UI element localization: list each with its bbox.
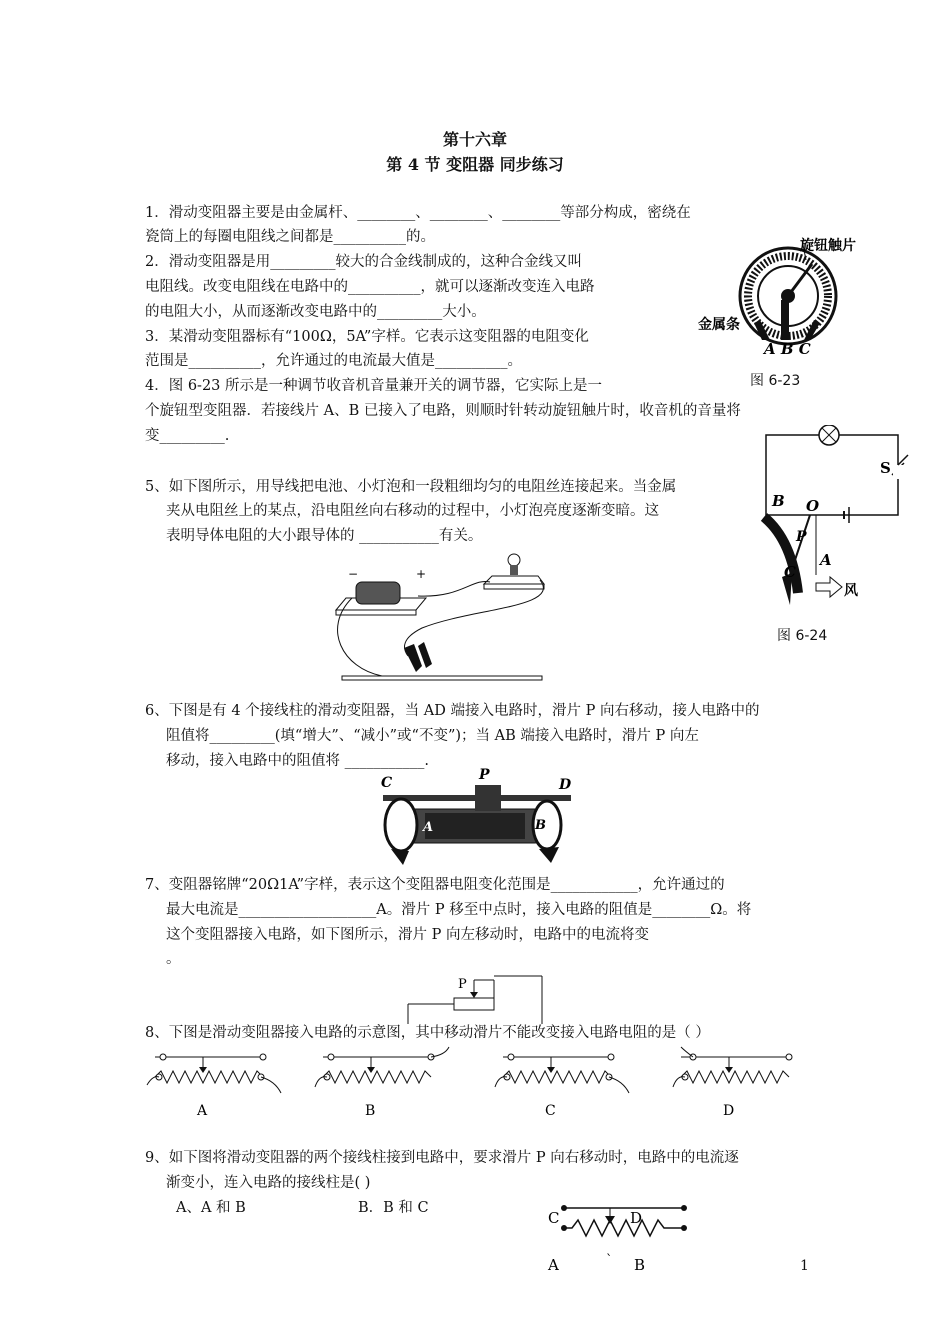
- figure-6-24-wind-circuit: [752, 425, 910, 615]
- rheostat-label-b: B: [535, 818, 546, 833]
- rheostat-label-p: P: [479, 767, 490, 783]
- chapter-title: 第十六章: [442, 130, 507, 149]
- q9-choice-b: B．B 和 C: [358, 1200, 429, 1216]
- q4-line1: 4．图 6-23 所示是一种调节收音机音量兼开关的调节器，它实际上是一: [145, 378, 603, 394]
- q8-option-a-label: A: [197, 1103, 208, 1119]
- q8-options-figure: [145, 1045, 805, 1120]
- q1-line1: 1．滑动变阻器主要是由金属杆、________、________、________等部分构成，密绕在: [145, 205, 691, 221]
- q8-option-c-label: C: [545, 1103, 556, 1119]
- q6-line3: 移动，接入电路中的阻值将 ___________.: [166, 753, 429, 769]
- q4-line3: 变_________.: [145, 428, 230, 444]
- q8-option-d-diagram: [673, 1047, 792, 1087]
- fig9-tick-mark: `: [606, 1253, 613, 1268]
- svg-text:−: −: [348, 567, 359, 581]
- q9-line1: 9、如下图将滑动变阻器的两个接线柱接到电路中，要求滑片 P 向右移动时，电路中的电流逐: [145, 1150, 739, 1166]
- q8-option-b-label: B: [365, 1103, 376, 1119]
- fig9-label-c: C: [548, 1209, 560, 1227]
- q7-line3: 这个变阻器接入电路，如下图所示，滑片 P 向左移动时，电路中的电流将变: [166, 927, 649, 943]
- fig9-label-b: B: [634, 1256, 646, 1274]
- q5-circuit-figure: [322, 548, 562, 688]
- q6-rheostat-figure: [375, 765, 575, 870]
- q9-choice-a: A、A 和 B: [176, 1200, 246, 1216]
- fig624-label-o: O: [806, 497, 820, 515]
- circuit7-label-p: P: [458, 977, 467, 992]
- figure-6-23-rotary-knob: [690, 228, 890, 366]
- q8-option-b-diagram: [315, 1047, 449, 1087]
- fig624-label-c: C: [784, 563, 796, 581]
- q3-line1: 3．某滑动变阻器标有“100Ω，5A”字样。它表示这变阻器的电阻变化: [145, 329, 589, 345]
- svg-text:+: +: [416, 567, 427, 581]
- metal-strip-label: 金属条: [698, 317, 740, 333]
- knob-contact-label: 旋钮触片: [800, 238, 856, 254]
- q9-line2: 渐变小，连入电路的接线柱是( ): [166, 1175, 371, 1191]
- page-number: 1: [800, 1258, 809, 1274]
- section-title: 第 4 节 变阻器 同步练习: [386, 155, 564, 174]
- q6-line1: 6、下图是有 4 个接线柱的滑动变阻器，当 AD 端接入电路时，滑片 P 向右移动，接人电路中的: [145, 703, 760, 719]
- q5-line1: 5、如下图所示，用导线把电池、小灯泡和一段粗细均匀的电阻丝连接起来。当金属: [145, 479, 677, 495]
- q7-line2: 最大电流是___________________A。滑片 P 移至中点时，接入电路的阻值是________Ω。将: [166, 902, 752, 918]
- fig624-label-wind: 风: [844, 583, 858, 599]
- figure-6-23-caption: 图 6-23: [750, 373, 801, 389]
- q2-line1: 2．滑动变阻器是用_________较大的合金线制成的，这种合金线又叫: [145, 254, 582, 270]
- q1-line2: 瓷筒上的每圈电阻线之间都是__________的。: [145, 229, 435, 245]
- figure-6-24-caption: 图 6-24: [777, 628, 828, 644]
- q2-line3: 的电阻大小，从而逐渐改变电路中的_________大小。: [145, 304, 486, 320]
- fig9-label-a: A: [548, 1256, 559, 1274]
- rheostat-label-c: C: [381, 775, 393, 791]
- q7-line4: 。: [166, 951, 181, 967]
- q7-line1: 7、变阻器铭牌“20Ω1A”字样，表示这个变阻器电阻变化范围是____________，允许通过的: [145, 877, 725, 893]
- fig624-label-p: P: [796, 529, 807, 545]
- rheostat-label-a: A: [423, 820, 434, 835]
- fig9-label-d: D: [630, 1209, 643, 1227]
- fig624-label-a: A: [820, 551, 832, 569]
- fig624-label-s: S: [880, 459, 891, 477]
- q7-circuit-figure: [400, 972, 550, 1024]
- q8-line1: 8、下图是滑动变阻器接入电路的示意图，其中移动滑片不能改变接入电路电阻的是（ ）: [145, 1025, 710, 1041]
- q8-option-a-diagram: [147, 1054, 281, 1093]
- q2-line2: 电阻线。改变电阻线在电路中的__________，就可以逐渐改变连入电路: [145, 279, 595, 295]
- q8-option-d-label: D: [723, 1103, 735, 1119]
- q9-rheostat-figure: [540, 1198, 700, 1278]
- q6-line2: 阻值将_________(填“增大”、“减小”或“不变”)；当 AB 端接入电路时，滑片 P 向左: [166, 728, 699, 744]
- q5-line3: 表明导体电阻的大小跟导体的 ___________有关。: [166, 528, 483, 544]
- q3-line2: 范围是__________，允许通过的电流最大值是__________。: [145, 353, 522, 369]
- q4-line2: 个旋钮型变阻器．若接线片 A、B 已接入了电路，则顺时针转动旋钮触片时，收音机的音量将: [145, 403, 741, 419]
- q5-line2: 夹从电阻丝上的某点，沿电阻丝向右移动的过程中，小灯泡亮度逐渐变暗。这: [166, 503, 659, 519]
- rheostat-label-d: D: [559, 777, 572, 793]
- q8-option-c-diagram: [495, 1054, 629, 1093]
- knob-terminals-label: A B C: [764, 340, 811, 358]
- fig624-label-b: B: [772, 492, 785, 510]
